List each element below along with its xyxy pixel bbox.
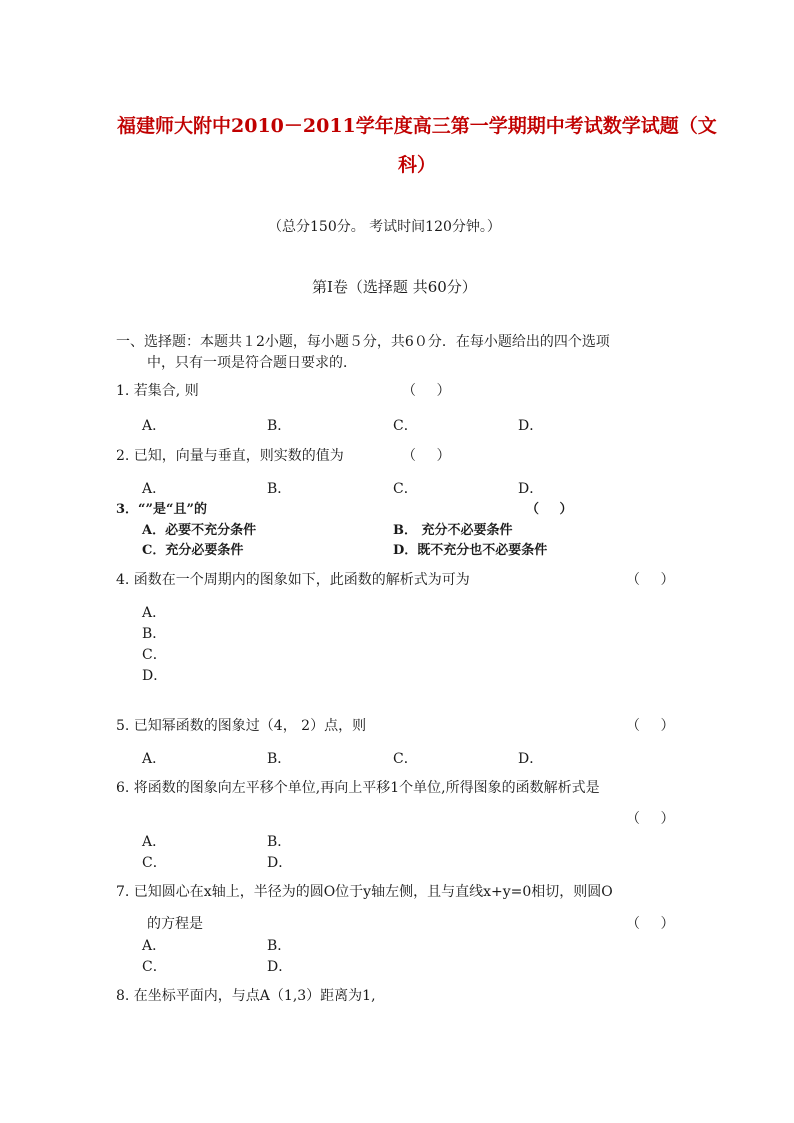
question-6-option-a: A． — [142, 834, 167, 850]
instructions-line1: 一、选择题：本题共１2小题，每小题５分，共6０分．在每小题给出的四个选项 — [116, 334, 610, 350]
question-6-option-b: B． — [267, 834, 292, 850]
question-2-option-d: D． — [518, 481, 544, 497]
question-8-text: 8. 在坐标平面内，与点A（1,3）距离为1, — [116, 988, 376, 1004]
question-5-text: 5. 已知幂函数的图象过（4， 2）点，则 — [116, 718, 367, 734]
question-1-option-d: D． — [518, 418, 544, 434]
question-5-option-b: B． — [267, 751, 292, 767]
question-5-option-d: D． — [518, 751, 544, 767]
question-2-option-c: C． — [393, 481, 418, 497]
question-2-answer-paren: （ ） — [402, 448, 459, 464]
question-7-answer-paren: （ ） — [626, 916, 683, 932]
question-7-text: 7. 已知圆心在x轴上，半径为的圆O位于y轴左侧，且与直线x+y=0相切，则圆O — [116, 884, 613, 900]
page-title-line1: 福建师大附中2010－2011学年度高三第一学期期中考试数学试题（文 — [117, 115, 717, 137]
question-7-option-d: D． — [267, 959, 293, 975]
question-4-option-d: D． — [142, 668, 168, 684]
question-4-option-c: C． — [142, 647, 167, 663]
question-3-option-d: D．既不充分也不必要条件 — [393, 543, 548, 558]
page-title-line2: 科） — [398, 154, 437, 176]
question-5-option-c: C． — [393, 751, 418, 767]
question-1-option-a: A． — [142, 418, 167, 434]
question-3-option-a: A．必要不充分条件 — [142, 523, 257, 538]
question-6-option-c: C． — [142, 855, 167, 871]
question-5-option-a: A． — [142, 751, 167, 767]
question-1-answer-paren: （ ） — [402, 383, 459, 399]
question-7-option-c: C． — [142, 959, 167, 975]
question-3-text: 3．“”是“且”的 — [116, 502, 207, 517]
question-6-answer-paren: （ ） — [626, 811, 683, 827]
question-6-option-d: D． — [267, 855, 293, 871]
question-5-answer-paren: （ ） — [626, 718, 683, 734]
question-4-option-a: A． — [142, 605, 167, 621]
question-2-text: 2. 已知，向量与垂直，则实数的值为 — [116, 448, 344, 464]
question-7-option-b: B． — [267, 938, 292, 954]
question-4-answer-paren: （ ） — [626, 572, 683, 588]
exam-subtitle: （总分150分。 考试时间120分钟。） — [268, 219, 501, 235]
question-6-text: 6. 将函数的图象向左平移个单位,再向上平移1个单位,所得图象的函数解析式是 — [116, 780, 600, 796]
question-4-text: 4. 函数在一个周期内的图象如下，此函数的解析式为可为 — [116, 572, 470, 588]
question-4-option-b: B． — [142, 626, 167, 642]
question-1-text: 1. 若集合, 则 — [116, 383, 199, 399]
question-2-option-a: A． — [142, 481, 167, 497]
question-3-answer-paren: （ ） — [526, 502, 581, 517]
section-title: 第Ⅰ卷（选择题 共60分） — [312, 278, 477, 296]
question-2-option-b: B． — [267, 481, 292, 497]
question-1-option-b: B． — [267, 418, 292, 434]
question-7-option-a: A． — [142, 938, 167, 954]
question-1-option-c: C． — [393, 418, 418, 434]
instructions-line2: 中，只有一项是符合题日要求的． — [147, 355, 357, 371]
question-3-option-b: B． 充分不必要条件 — [393, 523, 513, 538]
question-7-text-line2: 的方程是 — [147, 916, 203, 932]
question-3-option-c: C．充分必要条件 — [142, 543, 244, 558]
